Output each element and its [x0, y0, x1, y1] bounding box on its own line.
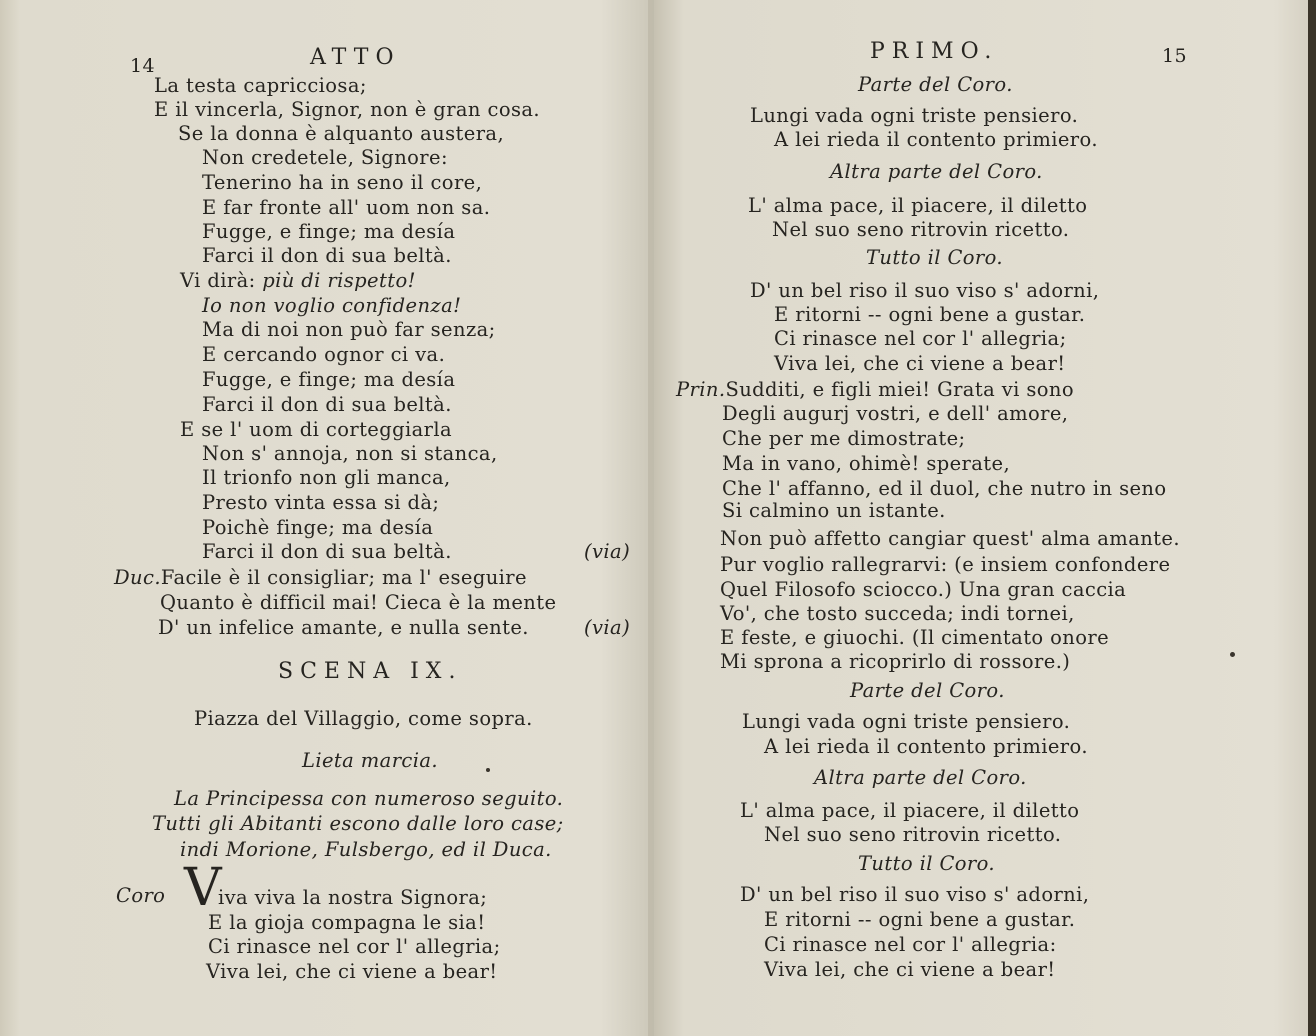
verse-text: Facile è il consigliar; ma l' eseguire	[160, 566, 527, 589]
verse-line: Poichè finge; ma desía	[202, 516, 434, 539]
verse-line: Fugge, e finge; ma desía	[202, 368, 456, 391]
verse-italic: più di rispetto!	[262, 269, 416, 292]
drop-capital: V	[184, 858, 222, 918]
verse-line: D' un bel riso il suo viso s' adorni,	[750, 279, 1100, 302]
verse-line: Io non voglio confidenza!	[202, 294, 462, 317]
verse-line: Quel Filosofo sciocco.) Una gran caccia	[720, 578, 1127, 601]
verse-line: Non può affetto cangiar quest' alma amante.	[720, 527, 1180, 550]
verse-line	[676, 378, 1074, 402]
chorus-part-label: Altra parte del Coro.	[814, 766, 1027, 789]
verse-line: Mi sprona a ricoprirlo di rossore.)	[720, 650, 1071, 673]
verse-line: Se la donna è alquanto austera,	[178, 122, 505, 145]
verse-line: E far fronte all' uom non sa.	[202, 196, 491, 219]
verse-line: Degli augurj vostri, e dell' amore,	[722, 402, 1069, 425]
verse-line: Farci il don di sua beltà.	[202, 540, 452, 563]
verse-line: Ci rinasce nel cor l' allegria:	[764, 933, 1057, 956]
chorus-part-label: Altra parte del Coro.	[830, 160, 1043, 183]
verse-line: Pur voglio rallegrarvi: (e insiem confondere	[720, 553, 1171, 576]
speaker-duc: Duc.	[114, 566, 161, 589]
verse-text: Sudditi, e figli miei! Grata vi sono	[725, 378, 1074, 401]
verse-line: Si calmino un istante.	[722, 499, 946, 522]
verse-line: Farci il don di sua beltà.	[202, 244, 452, 267]
verse-line: L' alma pace, il piacere, il diletto	[748, 194, 1088, 217]
verse-line: D' un infelice amante, e nulla sente.	[158, 616, 529, 639]
stage-direction-via: (via)	[584, 540, 631, 563]
verse-line	[180, 269, 416, 293]
verse-line: Che l' affanno, ed il duol, che nutro in seno	[722, 477, 1167, 500]
left-page	[0, 0, 654, 1036]
verse-line: Presto vinta essa si dà;	[202, 491, 440, 514]
chorus-part-label: Tutto il Coro.	[858, 852, 996, 875]
scene-setting: Piazza del Villaggio, come sopra.	[194, 707, 533, 730]
verse-line: E la gioja compagna le sia!	[208, 911, 486, 934]
verse-line: Viva lei, che ci viene a bear!	[206, 960, 498, 983]
verse-line: E ritorni -- ogni bene a gustar.	[764, 908, 1076, 931]
verse-line: E feste, e giuochi. (Il cimentato onore	[720, 626, 1110, 649]
verse-line: Nel suo seno ritrovin ricetto.	[764, 823, 1062, 846]
speaker-prin: Prin.	[676, 378, 726, 401]
verse-line: Lungi vada ogni triste pensiero.	[750, 104, 1079, 127]
verse-line	[114, 566, 527, 590]
verse-line: Ci rinasce nel cor l' allegria;	[774, 327, 1067, 350]
stage-direction: La Principessa con numeroso seguito.	[174, 787, 564, 810]
verse-line: Farci il don di sua beltà.	[202, 393, 452, 416]
verse-line: E se l' uom di corteggiarla	[180, 418, 453, 441]
verse-line: Il trionfo non gli manca,	[202, 466, 451, 489]
verse-line: E cercando ognor ci va.	[202, 343, 446, 366]
verse-line: Non s' annoja, non si stanca,	[202, 442, 498, 465]
verse-line: Ma in vano, ohimè! sperate,	[722, 452, 1011, 475]
page-number-left: 14	[130, 55, 155, 77]
verse-line: Lungi vada ogni triste pensiero.	[742, 710, 1071, 733]
stage-direction: Tutti gli Abitanti escono dalle loro case;	[152, 812, 564, 835]
music-direction: Lieta marcia.	[302, 749, 439, 772]
stage-direction-via: (via)	[584, 616, 631, 639]
scene-heading: SCENA IX.	[278, 659, 463, 684]
verse-text: Vi dirà:	[180, 269, 263, 292]
verse-line: Viva lei, che ci viene a bear!	[764, 958, 1056, 981]
stage-direction: indi Morione, Fulsbergo, ed il Duca.	[180, 838, 552, 861]
verse-line: Viva lei, che ci viene a bear!	[774, 352, 1066, 375]
verse-line: D' un bel riso il suo viso s' adorni,	[740, 883, 1090, 906]
verse-line: iva viva la nostra Signora;	[218, 886, 488, 909]
verse-line: Tenerino ha in seno il core,	[202, 171, 483, 194]
chorus-part-label: Parte del Coro.	[858, 73, 1013, 96]
chorus-part-label: Parte del Coro.	[850, 679, 1005, 702]
verse-line: L' alma pace, il piacere, il diletto	[740, 799, 1080, 822]
ink-speck	[486, 768, 490, 772]
verse-line: Ci rinasce nel cor l' allegria;	[208, 935, 501, 958]
book-edge	[1308, 0, 1316, 1036]
verse-line: E il vincerla, Signor, non è gran cosa.	[154, 98, 540, 121]
running-head-right: PRIMO.	[870, 39, 999, 64]
verse-line: Vo', che tosto succeda; indi tornei,	[720, 602, 1075, 625]
verse-line: A lei rieda il contento primiero.	[764, 735, 1088, 758]
running-head-left: ATTO	[310, 45, 401, 70]
right-page	[654, 0, 1310, 1036]
verse-line: Quanto è difficil mai! Cieca è la mente	[160, 591, 557, 614]
ink-speck	[1230, 652, 1235, 657]
verse-line: E ritorni -- ogni bene a gustar.	[774, 303, 1086, 326]
verse-line: A lei rieda il contento primiero.	[774, 128, 1098, 151]
verse-line: Non credetele, Signore:	[202, 146, 448, 169]
verse-line: Ma di noi non può far senza;	[202, 318, 496, 341]
speaker-coro: Coro	[116, 884, 166, 907]
page-number-right: 15	[1162, 45, 1187, 67]
verse-line: Che per me dimostrate;	[722, 427, 966, 450]
chorus-part-label: Tutto il Coro.	[866, 246, 1004, 269]
verse-line: Fugge, e finge; ma desía	[202, 220, 456, 243]
verse-line: La testa capricciosa;	[154, 74, 367, 97]
verse-line: Nel suo seno ritrovin ricetto.	[772, 218, 1070, 241]
